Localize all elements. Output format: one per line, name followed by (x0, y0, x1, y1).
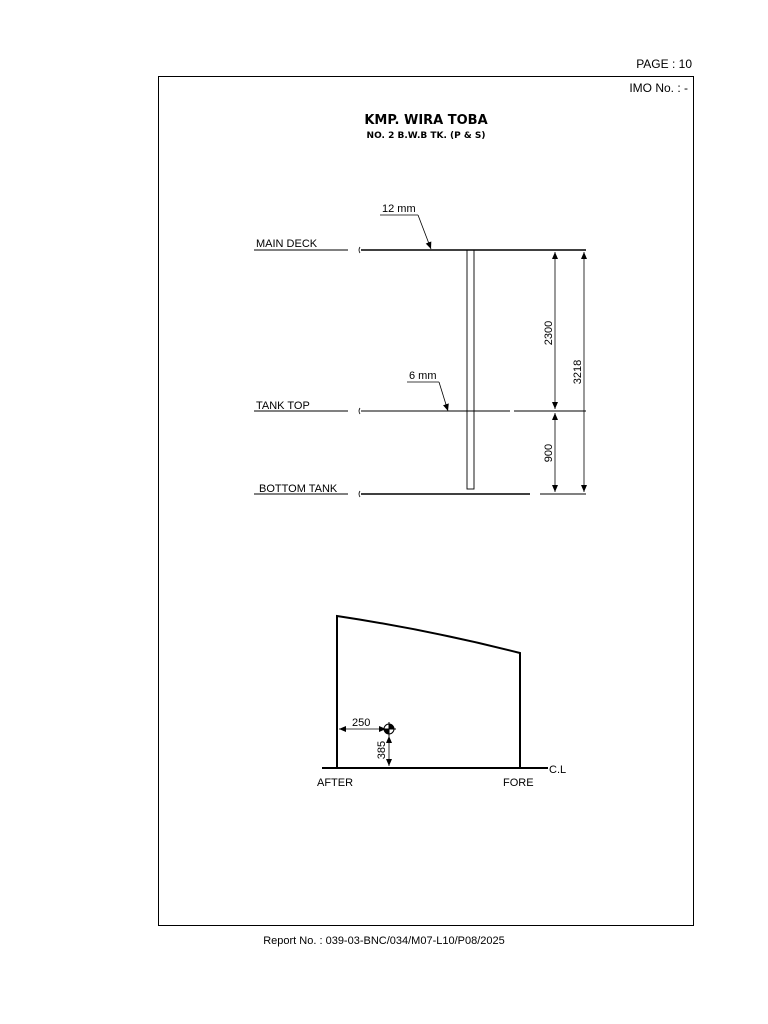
deck-thickness-label: 12 mm (382, 203, 416, 215)
dimension-3218-label: 3218 (572, 359, 584, 385)
tank-plan-view (317, 616, 566, 789)
drawing-title: KMP. WIRA TOBA (364, 113, 488, 128)
dimension-2300-label: 2300 (543, 320, 555, 346)
dimension-2300 (543, 252, 555, 409)
report-number: Report No. : 039-03-BNC/034/M07-L10/P08/2025 (263, 935, 505, 947)
sounding-point-icon (382, 722, 396, 736)
main-deck-level (254, 238, 586, 253)
tank-top-level (254, 400, 586, 414)
tank-top-thickness-callout (407, 370, 448, 411)
bottom-tank-level (254, 483, 586, 497)
dimension-900-label: 900 (543, 443, 555, 463)
bottom-tank-label: BOTTOM TANK (259, 483, 338, 495)
dimension-385-label: 385 (376, 740, 388, 760)
after-label: AFTER (317, 777, 354, 789)
dimension-3218 (572, 252, 584, 492)
deck-thickness-callout (380, 203, 431, 249)
tank-top-label: TANK TOP (256, 400, 310, 412)
page-number: PAGE : 10 (636, 57, 692, 71)
imo-number: IMO No. : - (629, 81, 688, 95)
vertical-stiffener (467, 250, 474, 489)
dimension-900 (543, 413, 555, 492)
main-deck-label: MAIN DECK (256, 238, 318, 250)
drawing-subtitle: NO. 2 B.W.B TK. (P & S) (366, 131, 486, 141)
tank-outline (337, 616, 520, 768)
tank-top-thickness-label: 6 mm (409, 370, 437, 382)
dimension-250-label: 250 (352, 717, 371, 729)
centerline-label: C.L (549, 764, 567, 776)
fore-label: FORE (503, 777, 534, 789)
